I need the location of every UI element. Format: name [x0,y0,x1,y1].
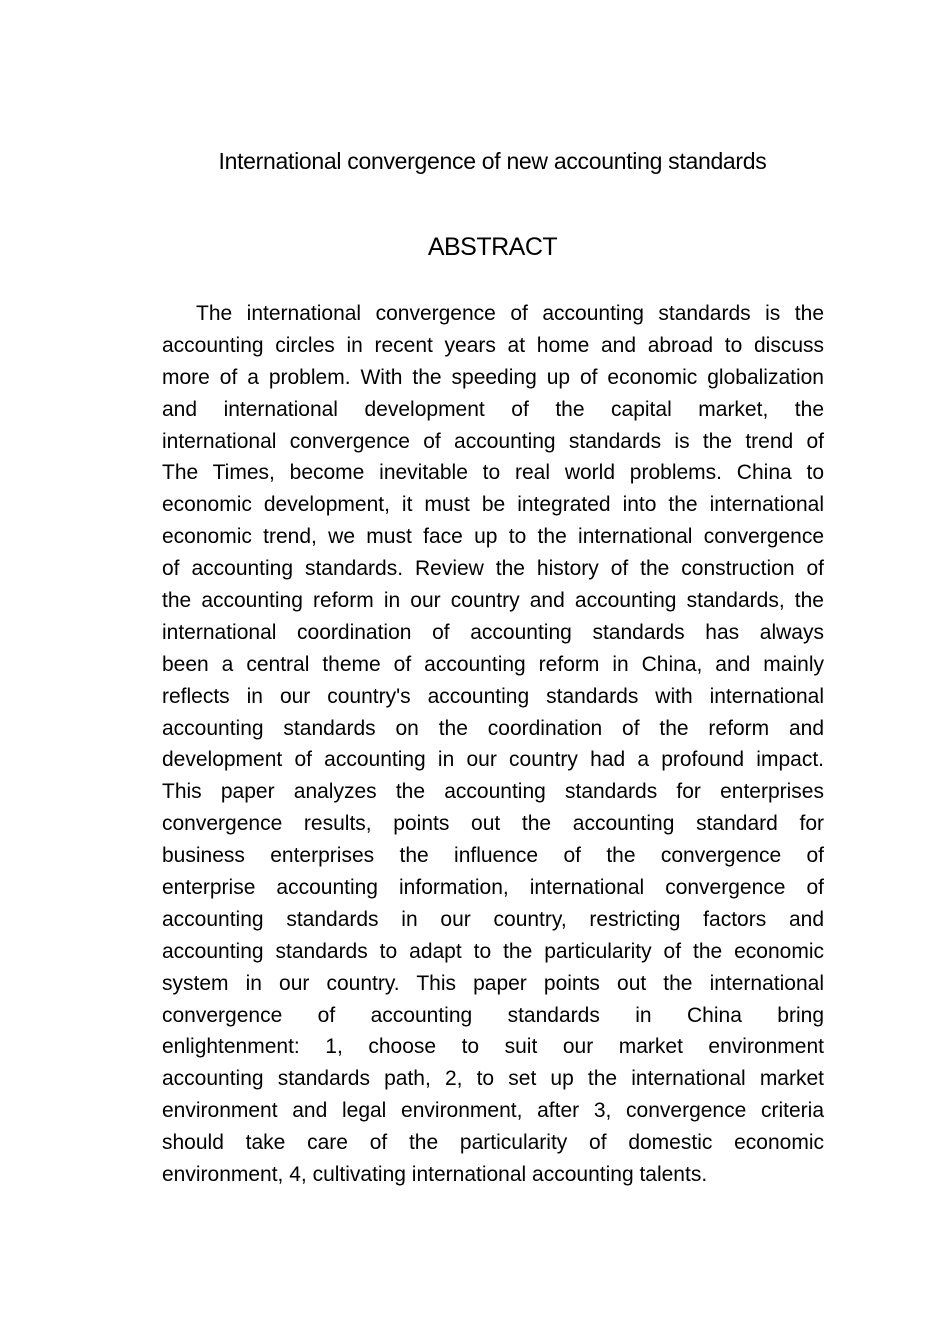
abstract-line: and international development of the capital market, the [162,397,824,421]
abstract-line: accounting standards path, 2, to set up the international market [162,1067,824,1091]
abstract-line: economic trend, we must face up to the international convergence [162,525,824,549]
abstract-heading: ABSTRACT [427,233,558,261]
abstract-line: The international convergence of accounting standards is the [196,302,824,325]
abstract-line: international convergence of accounting standards is the trend of [162,429,824,453]
abstract-line: environment, 4, cultivating international accounting talents. [162,1163,708,1187]
abstract-line: enterprise accounting information, international convergence of [162,876,824,900]
abstract-line: business enterprises the influence of the convergence of [162,844,824,868]
abstract-line: more of a problem. With the speeding up of economic globalization [162,365,824,389]
document-title: International convergence of new accounting standards [218,148,767,174]
abstract-line: accounting standards in our country, restricting factors and [162,907,824,931]
abstract-line: convergence results, points out the accounting standard for [162,812,824,836]
abstract-line: the accounting reform in our country and accounting standards, the [162,589,824,613]
abstract-line: international coordination of accounting standards has always [162,620,824,644]
abstract-line: The Times, become inevitable to real world problems. China to [162,461,824,485]
abstract-line: development of accounting in our country had a profound impact. [162,748,824,772]
abstract-line: of accounting standards. Review the history of the construction of [162,557,824,581]
abstract-body [162,298,824,1191]
abstract-line: should take care of the particularity of domestic economic [162,1131,824,1155]
abstract-line: accounting circles in recent years at home and abroad to discuss [162,333,824,357]
abstract-line: environment and legal environment, after 3, convergence criteria [162,1099,824,1123]
abstract-line: economic development, it must be integrated into the international [162,493,824,517]
abstract-line: reflects in our country's accounting standards with international [162,684,824,708]
abstract-line: accounting standards on the coordination of the reform and [162,716,824,740]
abstract-line: been a central theme of accounting reform in China, and mainly [162,652,824,676]
abstract-line: system in our country. This paper points out the international [162,971,824,995]
abstract-line: accounting standards to adapt to the particularity of the economic [162,939,824,963]
abstract-line: convergence of accounting standards in China bring [162,1003,824,1027]
abstract-line: enlightenment: 1, choose to suit our market environment [162,1035,824,1059]
abstract-line: This paper analyzes the accounting standards for enterprises [162,780,824,804]
